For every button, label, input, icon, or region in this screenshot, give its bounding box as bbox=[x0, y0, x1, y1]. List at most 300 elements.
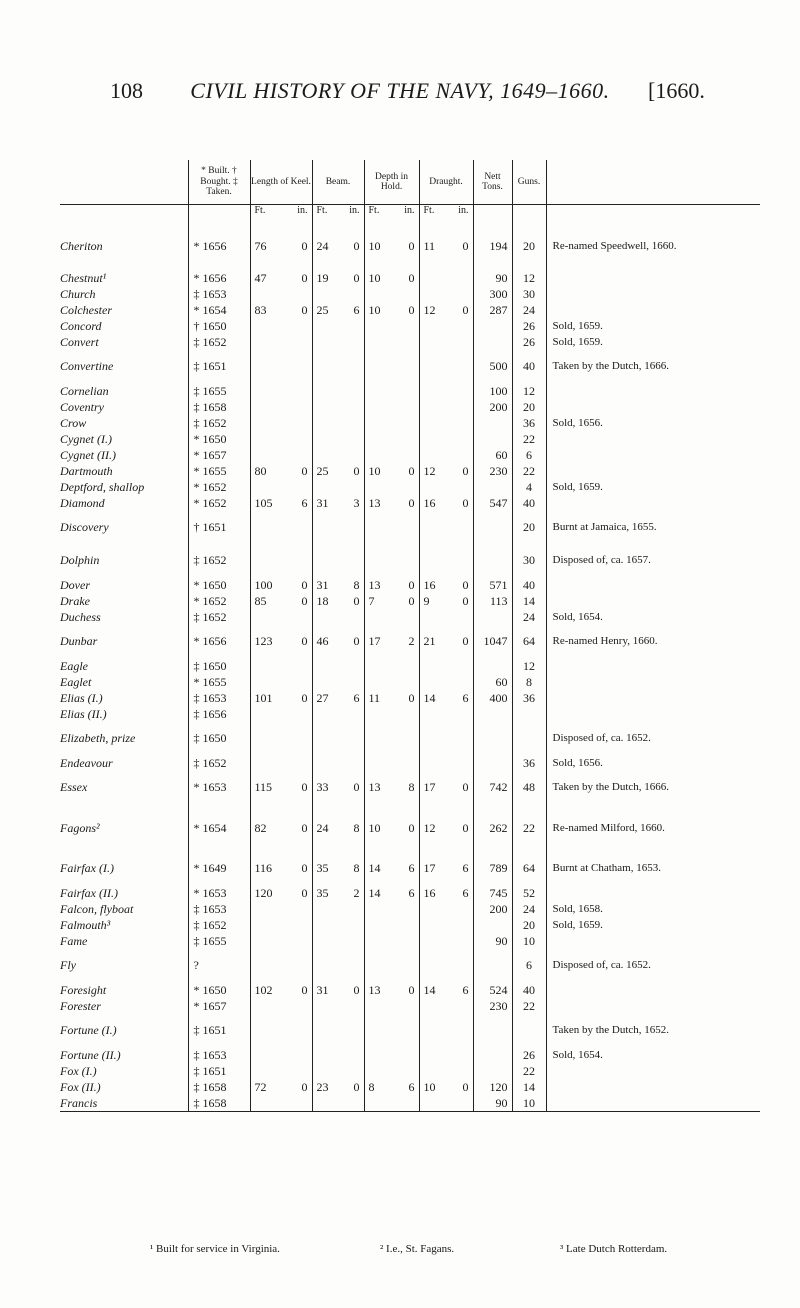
draught-cell bbox=[419, 625, 473, 658]
keel-cell bbox=[250, 949, 312, 982]
ship-name: Church bbox=[60, 287, 96, 301]
depth-cell bbox=[364, 495, 419, 511]
draught-ft: 16 bbox=[423, 578, 436, 592]
remarks: Disposed of, ca. 1657. bbox=[546, 544, 760, 577]
draught-cell bbox=[419, 804, 473, 852]
draught-cell bbox=[419, 479, 473, 495]
depth-cell bbox=[364, 286, 419, 302]
built-year: ‡ 1652 bbox=[188, 917, 250, 933]
table-row bbox=[60, 982, 760, 998]
table-row bbox=[60, 1095, 760, 1112]
beam-cell bbox=[312, 722, 364, 755]
guns: 40 bbox=[512, 350, 546, 383]
table-row bbox=[60, 302, 760, 318]
ship-name: Fortune (II.) bbox=[60, 1048, 121, 1062]
keel-cell bbox=[250, 593, 312, 609]
remarks bbox=[546, 286, 760, 302]
beam-in: 0 bbox=[353, 464, 360, 478]
guns: 10 bbox=[512, 933, 546, 949]
table-row bbox=[60, 706, 760, 722]
draught-cell bbox=[419, 755, 473, 771]
nett-tons: 789 bbox=[473, 852, 512, 885]
guns: 24 bbox=[512, 609, 546, 625]
built-year: ‡ 1652 bbox=[188, 609, 250, 625]
beam-cell bbox=[312, 479, 364, 495]
footnote-2: ² I.e., St. Fagans. bbox=[380, 1243, 455, 1255]
nett-tons bbox=[473, 334, 512, 350]
built-year: ‡ 1656 bbox=[188, 706, 250, 722]
keel-cell bbox=[250, 852, 312, 885]
beam-in: 6 bbox=[353, 691, 360, 705]
keel-in: 0 bbox=[301, 271, 308, 285]
built-year: ‡ 1650 bbox=[188, 722, 250, 755]
built-year: * 1657 bbox=[188, 998, 250, 1014]
beam-cell bbox=[312, 302, 364, 318]
draught-in: 0 bbox=[462, 239, 469, 253]
keel-cell bbox=[250, 1014, 312, 1047]
beam-ft: 31 bbox=[316, 578, 329, 592]
guns: 52 bbox=[512, 885, 546, 901]
table-row bbox=[60, 593, 760, 609]
table-row bbox=[60, 222, 760, 270]
ship-name: Cornelian bbox=[60, 384, 109, 398]
keel-cell bbox=[250, 674, 312, 690]
depth-cell bbox=[364, 447, 419, 463]
unit-in: in. bbox=[458, 205, 469, 216]
draught-cell bbox=[419, 901, 473, 917]
draught-cell bbox=[419, 222, 473, 270]
remarks: Sold, 1659. bbox=[546, 334, 760, 350]
beam-cell bbox=[312, 706, 364, 722]
nett-tons: 60 bbox=[473, 447, 512, 463]
built-year: * 1656 bbox=[188, 270, 250, 286]
depth-cell bbox=[364, 1047, 419, 1063]
unit-label-row bbox=[60, 205, 760, 223]
draught-cell bbox=[419, 1063, 473, 1079]
keel-cell bbox=[250, 706, 312, 722]
guns: 36 bbox=[512, 690, 546, 706]
keel-ft: 80 bbox=[254, 464, 267, 478]
draught-ft: 16 bbox=[423, 886, 436, 900]
draught-cell bbox=[419, 577, 473, 593]
ship-name: Dunbar bbox=[60, 634, 98, 648]
table-row bbox=[60, 415, 760, 431]
table-row bbox=[60, 949, 760, 982]
unit-cell-empty bbox=[60, 205, 188, 223]
table-row bbox=[60, 901, 760, 917]
depth-in: 6 bbox=[408, 861, 415, 875]
ship-name: Fox (I.) bbox=[60, 1064, 97, 1078]
beam-cell bbox=[312, 577, 364, 593]
built-year: ‡ 1658 bbox=[188, 399, 250, 415]
table-row bbox=[60, 1047, 760, 1063]
remarks bbox=[546, 1079, 760, 1095]
depth-ft: 13 bbox=[368, 496, 381, 510]
footnote-1: ¹ Built for service in Virginia. bbox=[150, 1243, 280, 1255]
built-year: * 1653 bbox=[188, 771, 250, 804]
beam-cell bbox=[312, 917, 364, 933]
keel-cell bbox=[250, 270, 312, 286]
keel-ft: 101 bbox=[254, 691, 273, 705]
remarks: Sold, 1658. bbox=[546, 901, 760, 917]
col-header-beam: Beam. bbox=[312, 160, 364, 205]
keel-cell bbox=[250, 755, 312, 771]
remarks bbox=[546, 674, 760, 690]
beam-cell bbox=[312, 318, 364, 334]
built-year: * 1657 bbox=[188, 447, 250, 463]
built-year: ‡ 1650 bbox=[188, 658, 250, 674]
beam-cell bbox=[312, 949, 364, 982]
built-year: ‡ 1652 bbox=[188, 544, 250, 577]
depth-ft: 10 bbox=[368, 464, 381, 478]
draught-cell bbox=[419, 350, 473, 383]
draught-cell bbox=[419, 431, 473, 447]
guns: 40 bbox=[512, 982, 546, 998]
table-row bbox=[60, 771, 760, 804]
beam-cell bbox=[312, 1047, 364, 1063]
guns: 20 bbox=[512, 511, 546, 544]
built-year: * 1654 bbox=[188, 804, 250, 852]
table-row bbox=[60, 334, 760, 350]
draught-cell bbox=[419, 334, 473, 350]
keel-ft: 100 bbox=[254, 578, 273, 592]
depth-cell bbox=[364, 706, 419, 722]
draught-cell bbox=[419, 609, 473, 625]
beam-cell bbox=[312, 804, 364, 852]
ship-name: Duchess bbox=[60, 610, 101, 624]
nett-tons bbox=[473, 511, 512, 544]
table-row bbox=[60, 1014, 760, 1047]
guns: 20 bbox=[512, 917, 546, 933]
depth-cell bbox=[364, 479, 419, 495]
remarks bbox=[546, 706, 760, 722]
nett-tons: 1047 bbox=[473, 625, 512, 658]
built-year: ‡ 1651 bbox=[188, 1014, 250, 1047]
draught-in: 6 bbox=[462, 886, 469, 900]
unit-cell-empty bbox=[473, 205, 512, 223]
built-year: ‡ 1651 bbox=[188, 1063, 250, 1079]
depth-ft: 13 bbox=[368, 780, 381, 794]
unit-label-cell bbox=[312, 205, 364, 223]
ship-name: Convert bbox=[60, 335, 99, 349]
nett-tons: 742 bbox=[473, 771, 512, 804]
nett-tons: 200 bbox=[473, 399, 512, 415]
beam-cell bbox=[312, 286, 364, 302]
keel-cell bbox=[250, 1095, 312, 1112]
draught-cell bbox=[419, 415, 473, 431]
col-header-depth: Depth in Hold. bbox=[364, 160, 419, 205]
ship-name: Fortune (I.) bbox=[60, 1023, 117, 1037]
col-header-draught: Draught. bbox=[419, 160, 473, 205]
guns: 22 bbox=[512, 431, 546, 447]
ship-name: Discovery bbox=[60, 520, 109, 534]
remarks bbox=[546, 577, 760, 593]
keel-in: 0 bbox=[301, 691, 308, 705]
remarks bbox=[546, 885, 760, 901]
built-year: * 1655 bbox=[188, 463, 250, 479]
depth-cell bbox=[364, 674, 419, 690]
beam-in: 3 bbox=[353, 496, 360, 510]
table-row bbox=[60, 431, 760, 447]
nett-tons: 100 bbox=[473, 383, 512, 399]
table-row bbox=[60, 1063, 760, 1079]
beam-cell bbox=[312, 852, 364, 885]
unit-in: in. bbox=[404, 205, 415, 216]
depth-cell bbox=[364, 949, 419, 982]
depth-cell bbox=[364, 544, 419, 577]
draught-cell bbox=[419, 286, 473, 302]
keel-cell bbox=[250, 302, 312, 318]
built-year: * 1653 bbox=[188, 885, 250, 901]
remarks: Sold, 1659. bbox=[546, 917, 760, 933]
depth-cell bbox=[364, 334, 419, 350]
guns: 22 bbox=[512, 998, 546, 1014]
draught-in: 0 bbox=[462, 303, 469, 317]
keel-in: 0 bbox=[301, 821, 308, 835]
col-header-built: * Built. † Bought. ‡ Taken. bbox=[188, 160, 250, 205]
table-row bbox=[60, 383, 760, 399]
keel-cell bbox=[250, 222, 312, 270]
draught-cell bbox=[419, 463, 473, 479]
beam-cell bbox=[312, 885, 364, 901]
beam-ft: 25 bbox=[316, 303, 329, 317]
beam-ft: 33 bbox=[316, 780, 329, 794]
ship-name: Elias (I.) bbox=[60, 691, 103, 705]
guns: 26 bbox=[512, 334, 546, 350]
beam-ft: 35 bbox=[316, 886, 329, 900]
remarks: Sold, 1654. bbox=[546, 1047, 760, 1063]
nett-tons: 60 bbox=[473, 674, 512, 690]
col-header-guns: Guns. bbox=[512, 160, 546, 205]
built-year: * 1652 bbox=[188, 479, 250, 495]
table-row bbox=[60, 658, 760, 674]
depth-cell bbox=[364, 222, 419, 270]
built-year: ? bbox=[188, 949, 250, 982]
depth-in: 0 bbox=[408, 594, 415, 608]
depth-cell bbox=[364, 998, 419, 1014]
table-row bbox=[60, 917, 760, 933]
table-row bbox=[60, 544, 760, 577]
beam-cell bbox=[312, 1095, 364, 1112]
draught-cell bbox=[419, 722, 473, 755]
keel-ft: 123 bbox=[254, 634, 273, 648]
guns: 36 bbox=[512, 415, 546, 431]
keel-cell bbox=[250, 431, 312, 447]
depth-cell bbox=[364, 771, 419, 804]
table-header-row bbox=[60, 160, 760, 205]
built-year: ‡ 1652 bbox=[188, 334, 250, 350]
guns: 26 bbox=[512, 318, 546, 334]
guns: 6 bbox=[512, 949, 546, 982]
beam-ft: 23 bbox=[316, 1080, 329, 1094]
keel-cell bbox=[250, 318, 312, 334]
ship-name: Falcon, flyboat bbox=[60, 902, 134, 916]
nett-tons bbox=[473, 706, 512, 722]
table-row bbox=[60, 463, 760, 479]
beam-cell bbox=[312, 998, 364, 1014]
keel-cell bbox=[250, 399, 312, 415]
remarks bbox=[546, 982, 760, 998]
keel-cell bbox=[250, 998, 312, 1014]
depth-cell bbox=[364, 690, 419, 706]
remarks bbox=[546, 383, 760, 399]
depth-cell bbox=[364, 463, 419, 479]
guns: 64 bbox=[512, 625, 546, 658]
depth-in: 0 bbox=[408, 239, 415, 253]
running-title: CIVIL HISTORY OF THE NAVY, 1649–1660. bbox=[190, 78, 610, 103]
built-year: ‡ 1652 bbox=[188, 415, 250, 431]
beam-in: 8 bbox=[353, 861, 360, 875]
unit-cell-empty bbox=[188, 205, 250, 223]
unit-label-cell bbox=[364, 205, 419, 223]
draught-in: 0 bbox=[462, 634, 469, 648]
depth-in: 0 bbox=[408, 578, 415, 592]
draught-in: 6 bbox=[462, 691, 469, 705]
keel-ft: 105 bbox=[254, 496, 273, 510]
depth-ft: 14 bbox=[368, 886, 381, 900]
unit-label-cell bbox=[419, 205, 473, 223]
keel-cell bbox=[250, 1047, 312, 1063]
ship-name: Essex bbox=[60, 780, 88, 794]
beam-cell bbox=[312, 901, 364, 917]
draught-in: 0 bbox=[462, 1080, 469, 1094]
built-year: * 1654 bbox=[188, 302, 250, 318]
nett-tons bbox=[473, 1014, 512, 1047]
built-year: ‡ 1658 bbox=[188, 1079, 250, 1095]
draught-ft: 12 bbox=[423, 821, 436, 835]
beam-cell bbox=[312, 933, 364, 949]
beam-cell bbox=[312, 495, 364, 511]
keel-cell bbox=[250, 544, 312, 577]
guns: 12 bbox=[512, 270, 546, 286]
remarks: Sold, 1654. bbox=[546, 609, 760, 625]
depth-ft: 11 bbox=[368, 691, 381, 705]
beam-cell bbox=[312, 270, 364, 286]
draught-in: 0 bbox=[462, 594, 469, 608]
guns: 12 bbox=[512, 383, 546, 399]
beam-cell bbox=[312, 1014, 364, 1047]
keel-cell bbox=[250, 463, 312, 479]
guns bbox=[512, 722, 546, 755]
beam-ft: 46 bbox=[316, 634, 329, 648]
ships-table bbox=[60, 160, 760, 1112]
keel-cell bbox=[250, 1063, 312, 1079]
built-year: ‡ 1652 bbox=[188, 755, 250, 771]
depth-cell bbox=[364, 318, 419, 334]
col-header-keel: Length of Keel. bbox=[250, 160, 312, 205]
draught-ft: 12 bbox=[423, 464, 436, 478]
table-row bbox=[60, 625, 760, 658]
ship-name: Cygnet (I.) bbox=[60, 432, 112, 446]
keel-ft: 116 bbox=[254, 861, 273, 875]
remarks: Burnt at Chatham, 1653. bbox=[546, 852, 760, 885]
remarks: Re-named Speedwell, 1660. bbox=[546, 222, 760, 270]
guns bbox=[512, 1014, 546, 1047]
keel-cell bbox=[250, 577, 312, 593]
depth-cell bbox=[364, 399, 419, 415]
beam-ft: 24 bbox=[316, 821, 329, 835]
keel-in: 0 bbox=[301, 594, 308, 608]
beam-cell bbox=[312, 658, 364, 674]
beam-in: 0 bbox=[353, 780, 360, 794]
built-year: ‡ 1653 bbox=[188, 286, 250, 302]
keel-in: 0 bbox=[301, 983, 308, 997]
table-row bbox=[60, 674, 760, 690]
ship-name: Convertine bbox=[60, 359, 114, 373]
draught-in: 0 bbox=[462, 578, 469, 592]
keel-in: 0 bbox=[301, 634, 308, 648]
keel-cell bbox=[250, 722, 312, 755]
table-row bbox=[60, 804, 760, 852]
guns: 20 bbox=[512, 222, 546, 270]
table-row bbox=[60, 286, 760, 302]
ship-name: Elias (II.) bbox=[60, 707, 107, 721]
remarks: Sold, 1659. bbox=[546, 479, 760, 495]
ship-name: Deptford, shallop bbox=[60, 480, 145, 494]
draught-in: 0 bbox=[462, 780, 469, 794]
remarks: Disposed of, ca. 1652. bbox=[546, 949, 760, 982]
draught-ft: 10 bbox=[423, 1080, 436, 1094]
remarks bbox=[546, 933, 760, 949]
beam-cell bbox=[312, 463, 364, 479]
depth-in: 0 bbox=[408, 464, 415, 478]
table-row bbox=[60, 577, 760, 593]
depth-ft: 8 bbox=[368, 1080, 375, 1094]
draught-cell bbox=[419, 771, 473, 804]
keel-cell bbox=[250, 804, 312, 852]
beam-in: 0 bbox=[353, 1080, 360, 1094]
ship-name: Dartmouth bbox=[60, 464, 113, 478]
table-row bbox=[60, 270, 760, 286]
depth-cell bbox=[364, 609, 419, 625]
remarks: Taken by the Dutch, 1666. bbox=[546, 771, 760, 804]
depth-cell bbox=[364, 593, 419, 609]
built-year: ‡ 1655 bbox=[188, 383, 250, 399]
guns bbox=[512, 706, 546, 722]
nett-tons: 571 bbox=[473, 577, 512, 593]
unit-cell-empty bbox=[546, 205, 760, 223]
table-row bbox=[60, 1079, 760, 1095]
nett-tons: 230 bbox=[473, 998, 512, 1014]
col-header-name bbox=[60, 160, 188, 205]
depth-cell bbox=[364, 383, 419, 399]
guns: 24 bbox=[512, 901, 546, 917]
nett-tons: 90 bbox=[473, 1095, 512, 1112]
draught-cell bbox=[419, 933, 473, 949]
guns: 4 bbox=[512, 479, 546, 495]
depth-cell bbox=[364, 755, 419, 771]
keel-cell bbox=[250, 885, 312, 901]
depth-cell bbox=[364, 804, 419, 852]
depth-ft: 10 bbox=[368, 303, 381, 317]
guns: 14 bbox=[512, 1079, 546, 1095]
table-row bbox=[60, 998, 760, 1014]
keel-cell bbox=[250, 933, 312, 949]
unit-label-cell bbox=[250, 205, 312, 223]
built-year: ‡ 1653 bbox=[188, 1047, 250, 1063]
ship-name: Dolphin bbox=[60, 553, 100, 567]
remarks bbox=[546, 1095, 760, 1112]
guns: 30 bbox=[512, 544, 546, 577]
nett-tons: 113 bbox=[473, 593, 512, 609]
depth-cell bbox=[364, 982, 419, 998]
draught-cell bbox=[419, 495, 473, 511]
ship-name: Concord bbox=[60, 319, 102, 333]
beam-in: 0 bbox=[353, 239, 360, 253]
table-row bbox=[60, 399, 760, 415]
ship-name: Dover bbox=[60, 578, 90, 592]
depth-cell bbox=[364, 1014, 419, 1047]
